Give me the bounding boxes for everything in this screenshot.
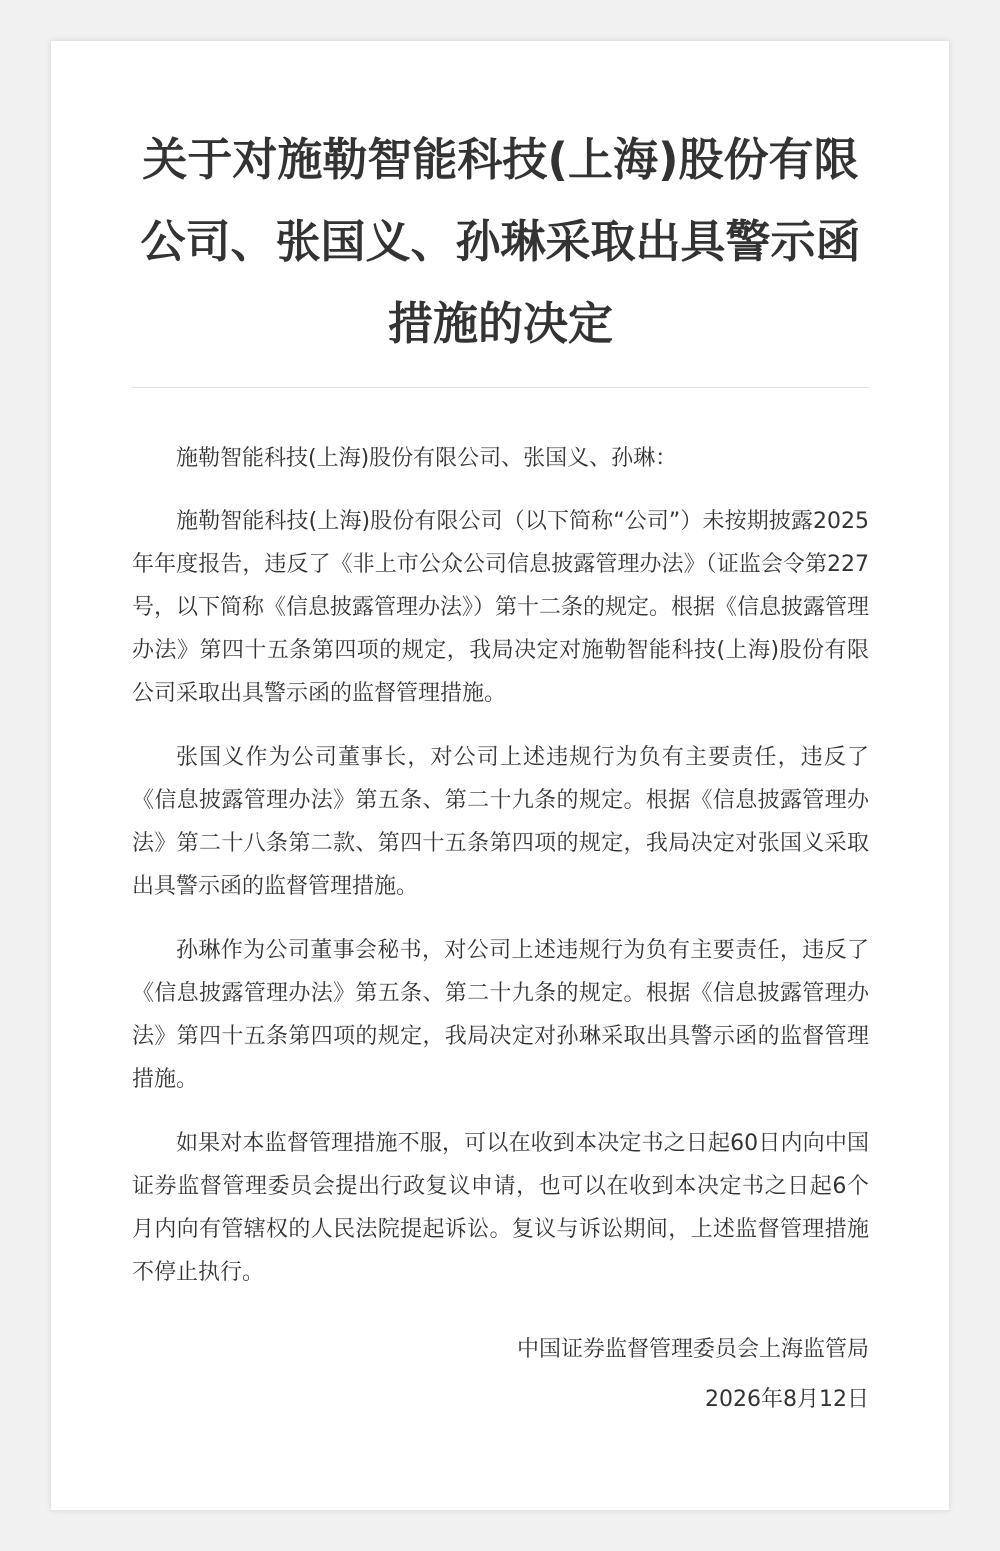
document-body — [132, 437, 869, 1294]
document-title: 关于对施勒智能科技(上海)股份有限公司、张国义、孙琳采取出具警示函措施的决定 — [140, 133, 861, 350]
paragraph-appeal: 如果对本监督管理措施不服，可以在收到本决定书之日起60日内向中国证券监督管理委员会提出行政复议申请，也可以在收到本决定书之日起6个月内向有管辖权的人民法院提起诉讼。复议与诉讼期间，上述监督管理措施不停止执行。 — [132, 1131, 869, 1285]
paragraph-company: 施勒智能科技(上海)股份有限公司（以下简称“公司”）未按期披露2025年年度报告，违反了《非上市公众公司信息披露管理办法》（证监会令第227号，以下简称《信息披露管理办法》）第十二条的规定。根据《信息披露管理办法》第四十五条第四项的规定，我局决定对施勒智能科技(上海)股份有限公司采取出具警示函的监督管理措施。 — [132, 509, 870, 706]
issuer-signature: 中国证券监督管理委员会上海监管局 — [516, 1337, 869, 1362]
salutation: 施勒智能科技(上海)股份有限公司、张国义、孙琳： — [176, 446, 678, 471]
document-card — [51, 41, 949, 1510]
title-divider — [132, 387, 869, 388]
paragraph-chairman: 张国义作为公司董事长，对公司上述违规行为负有主要责任，违反了《信息披露管理办法》第五条、第二十九条的规定。根据《信息披露管理办法》第二十八条第二款、第四十五条第四项的规定，我局决定对张国义采取出具警示函的监督管理措施。 — [132, 745, 869, 899]
issue-date: 2026年8月12日 — [705, 1387, 869, 1412]
document-content — [132, 41, 869, 1421]
paragraph-secretary: 孙琳作为公司董事会秘书，对公司上述违规行为负有主要责任，违反了《信息披露管理办法》第五条、第二十九条的规定。根据《信息披露管理办法》第四十五条第四项的规定，我局决定对孙琳采取出具警示函的监督管理措施。 — [132, 938, 869, 1092]
